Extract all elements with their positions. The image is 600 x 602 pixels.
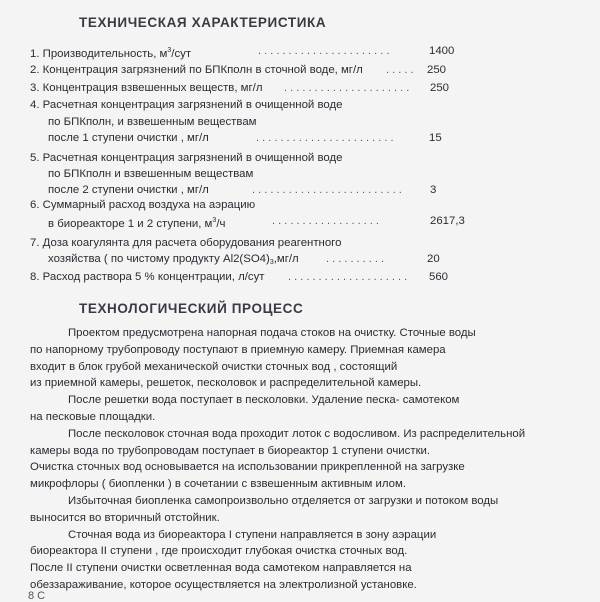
dot-leader: . . . . . . . . . . . . . . . . . . . . (288, 271, 408, 283)
process-line: камеры вода по трубопроводам поступает в биореактор 1 ступени очистки. (30, 444, 431, 457)
spec-item-4-value: 15 (429, 132, 442, 144)
dot-leader: . . . . . . . . . . . . . . . . . . . . . . (258, 45, 390, 57)
spec-item-5-label-line3: после 2 ступени очистки , мг/л (48, 184, 209, 196)
spec-item-4-label-line3: после 1 ступени очистки , мг/л (48, 132, 209, 144)
cut-off-text: 8 С (28, 590, 46, 602)
process-line: биореактора II ступени , где происходит глубокая очистка сточных вод. (30, 545, 408, 558)
dot-leader: . . . . . . . . . . . . . . . . . . . . . . . . . (252, 184, 402, 196)
dot-leader: . . . . . (386, 64, 414, 76)
spec-item-7-value: 20 (427, 253, 440, 265)
spec-item-6-value: 2617,3 (430, 215, 465, 227)
process-line: Проектом предусмотрена напорная подача стоков на очистку. Сточные воды (68, 327, 476, 339)
spec-item-8-value: 560 (429, 271, 449, 283)
process-line: по напорному трубопроводу поступают в приемную камеру. Приемная камера (30, 343, 446, 356)
spec-item-2-value: 250 (427, 64, 447, 76)
process-line: из приемной камеры, решеток, песколовок и распределительной камеры. (30, 377, 422, 390)
process-line: на песковые площадки. (30, 410, 156, 423)
process-line: входит в блок грубой механической очистки сточных вод , состоящий (30, 360, 398, 373)
spec-item-1-value: 1400 (429, 45, 455, 57)
process-line: Избыточная биопленка самопроизвольно отделяется от загрузки и потоком воды (68, 494, 499, 507)
spec-item-4-label-line1: 4. Расчетная концентрация загрязнений в очищенной воде (30, 99, 343, 111)
spec-item-7-label-line2: хозяйства ( по чистому продукту $Al2(SO4)_3,мг/л$ (48, 253, 299, 266)
dot-leader: . . . . . . . . . . . . . . . . . . . . . . . (256, 132, 394, 144)
spec-item-4-label-line2: по БПКполн, и взвешенным веществам (48, 116, 257, 128)
process-line: Очистка сточных вод основывается на использовании прикрепленной на загрузке (30, 461, 465, 474)
process-line: После решетки вода поступает в песколовки. Удаление песка- самотеком (68, 394, 460, 407)
spec-item-6-label-line2: в биореакторе 1 и 2 ступени, $м^3/ч$ (48, 217, 226, 230)
spec-item-5-label-line1: 5. Расчетная концентрация загрязнений в очищенной воде (30, 152, 343, 164)
spec-item-2-label: 2. Концентрация загрязнений по БПКполн в сточной воде, мг/л (30, 64, 363, 76)
spec-item-5-label-line2: по БПКполн и взвешенным веществам (48, 168, 254, 180)
spec-item-3-value: 250 (430, 82, 450, 94)
process-line: микрофлоры ( биопленки ) в сочетании с взвешенным активным илом. (30, 478, 406, 491)
dot-leader: . . . . . . . . . . (326, 253, 385, 265)
spec-item-8-label: 8. Расход раствора 5 % концентрации, л/сут (30, 271, 265, 283)
process-heading: ТЕХНОЛОГИЧЕСКИЙ ПРОЦЕСС (79, 301, 304, 316)
process-body (30, 325, 590, 594)
dot-leader: . . . . . . . . . . . . . . . . . . . . . (284, 82, 410, 94)
tech-spec-heading: ТЕХНИЧЕСКАЯ ХАРАКТЕРИСТИКА (79, 15, 327, 30)
spec-item-5-value: 3 (430, 184, 437, 196)
process-line: После II ступени очистки осветленная вода самотеком направляется на (30, 562, 412, 575)
spec-item-6-label-line1: 6. Суммарный расход воздуха на аэрацию (30, 199, 256, 211)
dot-leader: . . . . . . . . . . . . . . . . . . (272, 215, 379, 227)
process-line: После песколовок сточная вода проходит лоток с водосливом. Из распределительной (68, 427, 526, 440)
spec-item-7-label-line1: 7. Доза коагулянта для расчета оборудования реагентного (30, 237, 342, 249)
spec-item-1-label: 1. Производительность, $м^3$/сут (30, 47, 192, 60)
process-line: обеззараживание, которое осуществляется на электролизной установке. (30, 578, 417, 591)
process-line: выносится во вторичный отстойник. (30, 511, 220, 524)
process-line: Сточная вода из биореактора I ступени направляется в зону аэрации (68, 528, 437, 541)
spec-item-3-label: 3. Концентрация взвешенных веществ, мг/л (30, 82, 263, 94)
